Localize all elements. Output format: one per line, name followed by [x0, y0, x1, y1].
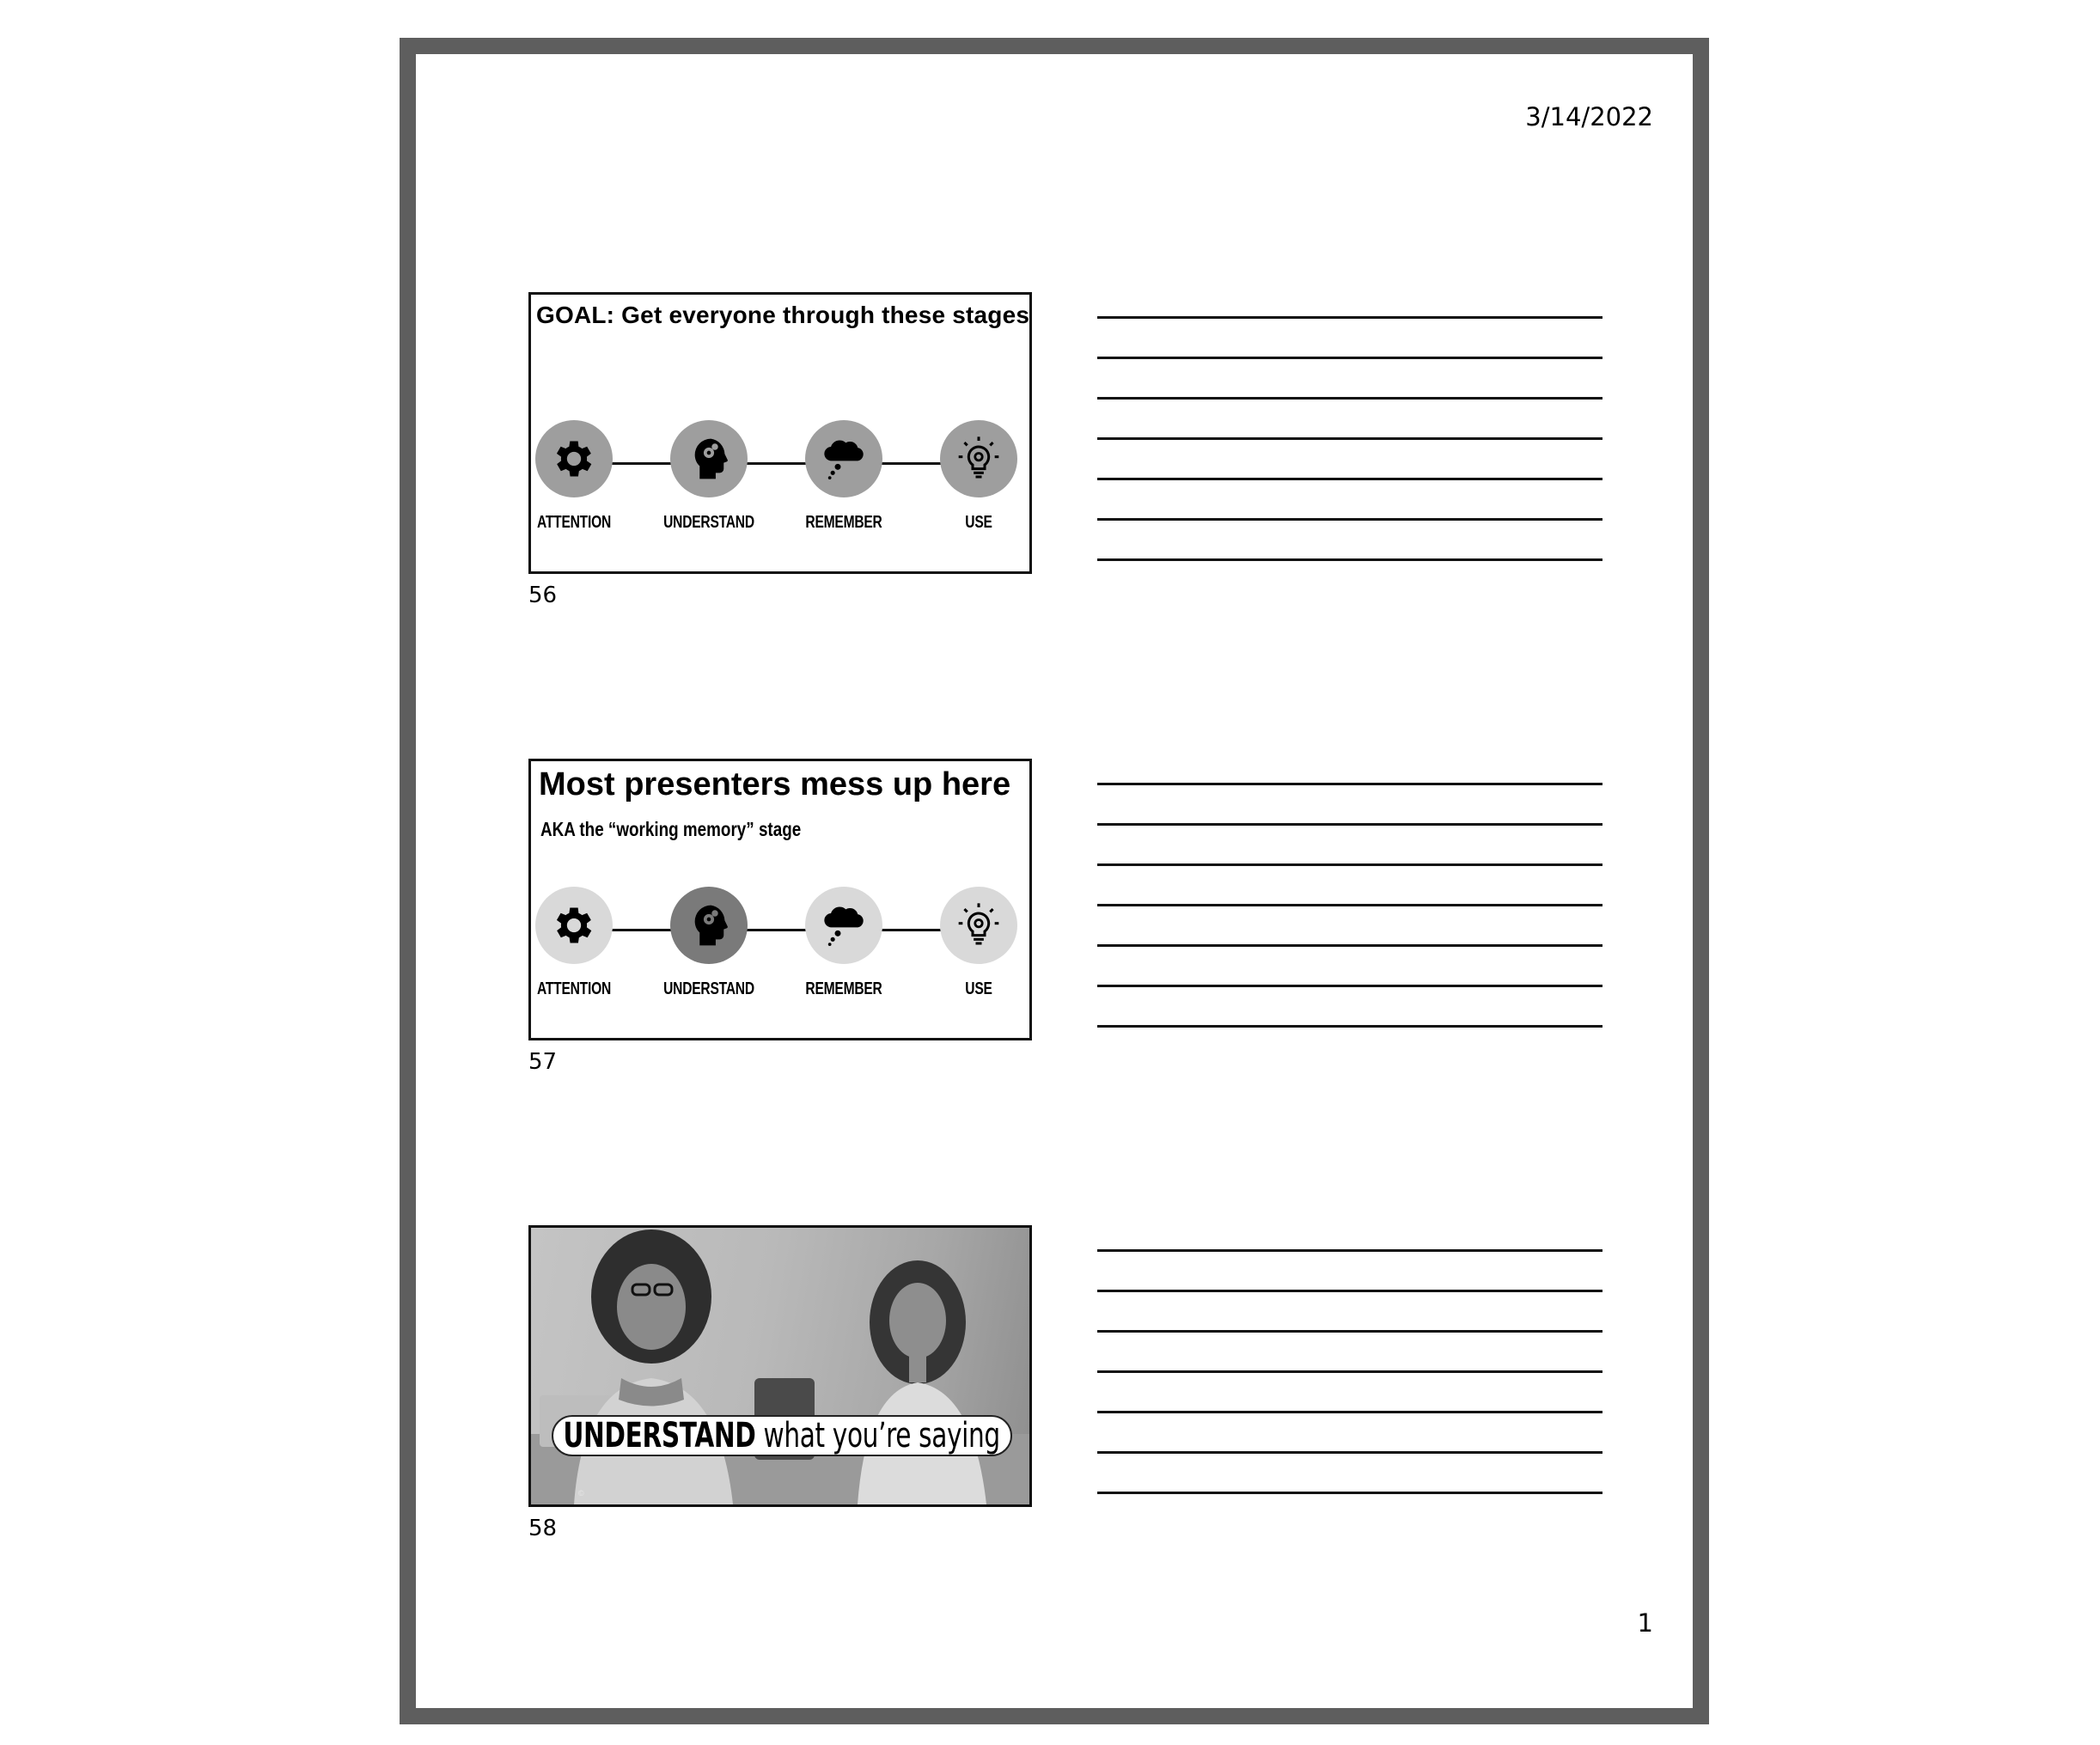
thought-cloud-icon: [820, 435, 868, 483]
note-line: [1097, 1492, 1602, 1494]
stage-attention: [531, 887, 617, 1007]
head-gears-icon: [685, 901, 733, 949]
stage-attention: [531, 420, 617, 540]
note-line: [1097, 1451, 1602, 1454]
note-line: [1097, 1025, 1602, 1028]
stage-label: USE: [965, 979, 992, 998]
note-line: [1097, 357, 1602, 359]
stage-understand: [663, 887, 754, 1007]
stage-circle: [535, 887, 613, 964]
slide-caption-pill: [552, 1415, 1012, 1456]
stage-remember: [801, 420, 887, 540]
slide-thumbnail-58: [528, 1225, 1032, 1507]
note-line: [1097, 783, 1602, 785]
note-line: [1097, 904, 1602, 906]
caption-rest: what you’re saying: [755, 1416, 1001, 1455]
note-line: [1097, 823, 1602, 826]
stage-remember: [801, 887, 887, 1007]
note-line: [1097, 1290, 1602, 1292]
note-line: [1097, 1330, 1602, 1333]
stage-label: ATTENTION: [537, 513, 611, 532]
thought-cloud-icon: [820, 901, 868, 949]
stage-circle: [670, 887, 748, 964]
lightbulb-icon: [955, 901, 1003, 949]
print-date: 3/14/2022: [1525, 102, 1653, 131]
lightbulb-icon: [955, 435, 1003, 483]
slide-caption: [564, 1416, 1000, 1455]
note-line: [1097, 558, 1602, 561]
note-line: [1097, 397, 1602, 400]
stage-circle: [805, 887, 882, 964]
stage-label: UNDERSTAND: [663, 979, 754, 998]
stage-circle: [805, 420, 882, 497]
note-line: [1097, 1249, 1602, 1252]
note-line: [1097, 478, 1602, 480]
note-line: [1097, 1370, 1602, 1373]
slide-thumbnail-57: [528, 759, 1032, 1040]
stage-label: UNDERSTAND: [663, 513, 754, 532]
note-line: [1097, 1411, 1602, 1413]
note-line: [1097, 437, 1602, 440]
two-women-at-table-photo: [531, 1228, 1029, 1504]
head-gears-icon: [685, 435, 733, 483]
note-line: [1097, 863, 1602, 866]
page-number: 1: [1637, 1608, 1653, 1638]
stage-connector-line: [574, 462, 986, 465]
handout-page: [400, 38, 1709, 1724]
stage-understand: [663, 420, 754, 540]
stage-circle: [535, 420, 613, 497]
gear-icon: [550, 901, 598, 949]
slide-title: Most presenters mess up here: [539, 766, 1011, 802]
slide-number: 57: [528, 1049, 558, 1075]
gear-icon: [550, 435, 598, 483]
slide-title: GOAL: Get everyone through these stages: [536, 302, 1030, 328]
note-line: [1097, 518, 1602, 521]
stage-connector-line: [574, 929, 986, 931]
stage-use: [936, 420, 1022, 540]
stage-label: ATTENTION: [537, 979, 611, 998]
stage-circle: [940, 887, 1017, 964]
note-line: [1097, 944, 1602, 947]
caption-emphasis: UNDERSTAND: [563, 1416, 756, 1455]
slide-number: 56: [528, 583, 558, 608]
stage-label: REMEMBER: [805, 979, 882, 998]
stage-label: USE: [965, 513, 992, 532]
stage-label: REMEMBER: [805, 513, 882, 532]
note-line: [1097, 316, 1602, 319]
slide-subtitle: AKA the “working memory” stage: [540, 818, 802, 840]
note-line: [1097, 985, 1602, 987]
stage-circle: [940, 420, 1017, 497]
slide-thumbnail-56: [528, 292, 1032, 574]
stage-circle: [670, 420, 748, 497]
slide-number: 58: [528, 1516, 558, 1541]
svg-text:©: ©: [578, 1489, 584, 1498]
stage-use: [936, 887, 1022, 1007]
